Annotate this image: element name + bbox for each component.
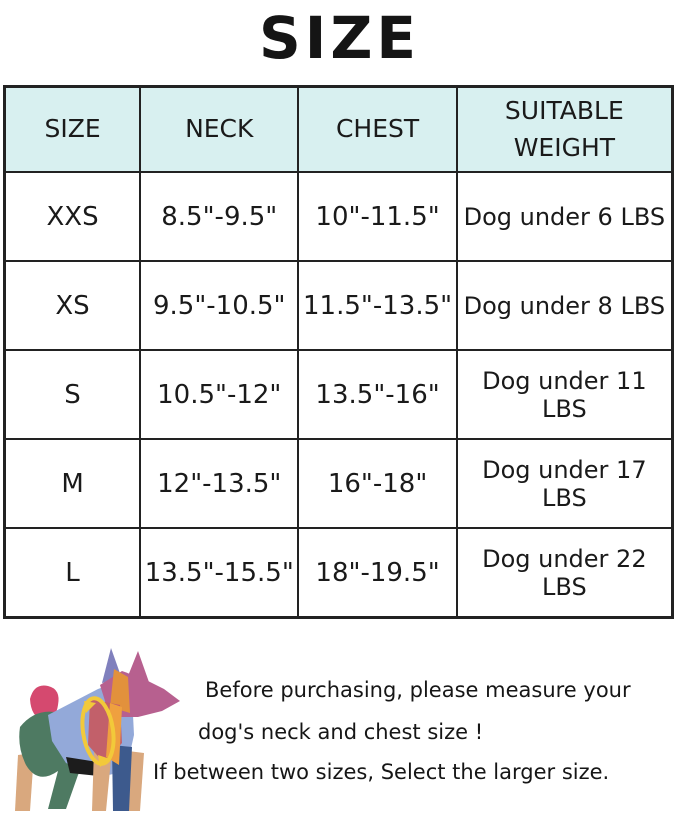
cell-chest: 10"-11.5"	[298, 172, 456, 261]
table-row-xs	[5, 261, 673, 350]
header-cell-size	[5, 87, 141, 173]
cell-chest: 11.5"-13.5"	[298, 261, 456, 350]
header-cell-chest	[298, 87, 456, 173]
cell-weight: Dog under 11 LBS	[457, 350, 673, 439]
cell-weight: Dog under 22 LBS	[457, 528, 673, 618]
header-cell-suitable-weight	[457, 87, 673, 173]
note-line-3: If between two sizes, Select the larger size.	[153, 760, 610, 784]
cell-weight: Dog under 6 LBS	[457, 172, 673, 261]
header-cell-neck	[140, 87, 298, 173]
header-label: SIZE	[44, 114, 101, 144]
cell-weight: Dog under 8 LBS	[457, 261, 673, 350]
cell-size: M	[5, 439, 141, 528]
cell-chest: 16"-18"	[298, 439, 456, 528]
size-table	[3, 85, 674, 619]
cell-weight: Dog under 17 LBS	[457, 439, 673, 528]
table-row-m	[5, 439, 673, 528]
cell-size: XXS	[5, 172, 141, 261]
table-row-s	[5, 350, 673, 439]
cell-neck: 9.5"-10.5"	[140, 261, 298, 350]
cell-size: XS	[5, 261, 141, 350]
header-label: SUITABLE WEIGHT	[504, 96, 624, 162]
cell-neck: 10.5"-12"	[140, 350, 298, 439]
cell-neck: 13.5"-15.5"	[140, 528, 298, 618]
table-row-xxs	[5, 172, 673, 261]
cell-size: L	[5, 528, 141, 618]
header-label: NECK	[185, 114, 254, 144]
cell-neck: 12"-13.5"	[140, 439, 298, 528]
cell-chest: 18"-19.5"	[298, 528, 456, 618]
cell-neck: 8.5"-9.5"	[140, 172, 298, 261]
cell-chest: 13.5"-16"	[298, 350, 456, 439]
cell-size: S	[5, 350, 141, 439]
note-line-1: Before purchasing, please measure your	[205, 678, 631, 702]
header-label: CHEST	[335, 114, 420, 144]
table-row-l	[5, 528, 673, 618]
note-line-2: dog's neck and chest size !	[198, 720, 484, 744]
table-header-row	[5, 87, 673, 173]
page-title: SIZE	[258, 4, 421, 72]
